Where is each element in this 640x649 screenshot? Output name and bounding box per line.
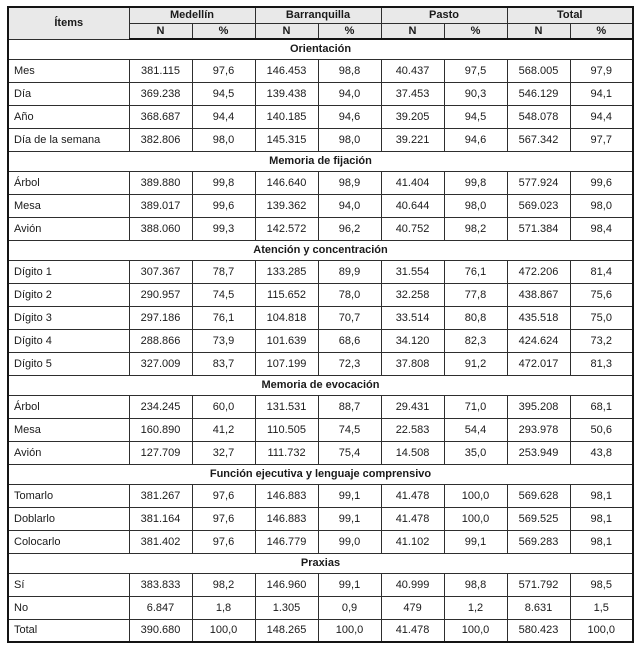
percent-value: 74,5 — [192, 283, 255, 306]
n-value: 569.283 — [507, 530, 570, 553]
n-value: 115.652 — [255, 283, 318, 306]
percent-value: 98,8 — [318, 59, 381, 82]
n-value: 389.880 — [129, 171, 192, 194]
item-label: Día de la semana — [8, 128, 129, 151]
n-value: 41.478 — [381, 507, 444, 530]
percent-value: 98,1 — [570, 484, 633, 507]
percent-value: 99,1 — [318, 573, 381, 596]
percent-value: 94,4 — [570, 105, 633, 128]
n-value: 111.732 — [255, 441, 318, 464]
percent-value: 99,6 — [570, 171, 633, 194]
n-value: 146.883 — [255, 507, 318, 530]
n-value: 29.431 — [381, 395, 444, 418]
table-row — [8, 329, 633, 352]
table-row — [8, 171, 633, 194]
section-row — [8, 151, 633, 171]
percent-value: 1,2 — [444, 596, 507, 619]
section-row — [8, 375, 633, 395]
section-title: Memoria de evocación — [8, 375, 633, 395]
n-value: 37.453 — [381, 82, 444, 105]
section-row — [8, 553, 633, 573]
percent-value: 99,8 — [444, 171, 507, 194]
statistics-table — [7, 6, 634, 643]
percent-value: 98,1 — [570, 530, 633, 553]
percent-value: 71,0 — [444, 395, 507, 418]
n-value: 253.949 — [507, 441, 570, 464]
n-value: 39.221 — [381, 128, 444, 151]
percent-value: 94,0 — [318, 194, 381, 217]
percent-value: 90,3 — [444, 82, 507, 105]
group-header-medellin: Medellín — [129, 7, 255, 23]
percent-value: 94,6 — [318, 105, 381, 128]
n-value: 327.009 — [129, 352, 192, 375]
n-value: 368.687 — [129, 105, 192, 128]
n-value: 395.208 — [507, 395, 570, 418]
n-value: 569.023 — [507, 194, 570, 217]
subheader-n: N — [129, 23, 192, 39]
n-value: 569.628 — [507, 484, 570, 507]
table-row — [8, 105, 633, 128]
item-label: Año — [8, 105, 129, 128]
n-value: 104.818 — [255, 306, 318, 329]
n-value: 140.185 — [255, 105, 318, 128]
n-value: 41.478 — [381, 619, 444, 642]
percent-value: 99,1 — [318, 484, 381, 507]
percent-value: 68,6 — [318, 329, 381, 352]
percent-value: 100,0 — [444, 484, 507, 507]
percent-value: 98,8 — [444, 573, 507, 596]
n-value: 479 — [381, 596, 444, 619]
percent-value: 77,8 — [444, 283, 507, 306]
item-label: Árbol — [8, 171, 129, 194]
percent-value: 75,4 — [318, 441, 381, 464]
n-value: 389.017 — [129, 194, 192, 217]
n-value: 146.883 — [255, 484, 318, 507]
table-row — [8, 82, 633, 105]
item-label: Tomarlo — [8, 484, 129, 507]
item-label: Doblarlo — [8, 507, 129, 530]
percent-value: 76,1 — [444, 260, 507, 283]
n-value: 577.924 — [507, 171, 570, 194]
percent-value: 76,1 — [192, 306, 255, 329]
item-label: Día — [8, 82, 129, 105]
n-value: 148.265 — [255, 619, 318, 642]
section-row — [8, 464, 633, 484]
n-value: 146.960 — [255, 573, 318, 596]
n-value: 571.384 — [507, 217, 570, 240]
percent-value: 60,0 — [192, 395, 255, 418]
n-value: 234.245 — [129, 395, 192, 418]
percent-value: 94,0 — [318, 82, 381, 105]
n-value: 101.639 — [255, 329, 318, 352]
percent-value: 97,5 — [444, 59, 507, 82]
percent-value: 32,7 — [192, 441, 255, 464]
subheader-percent: % — [318, 23, 381, 39]
subheader-percent: % — [570, 23, 633, 39]
percent-value: 70,7 — [318, 306, 381, 329]
n-value: 1.305 — [255, 596, 318, 619]
table-row — [8, 395, 633, 418]
n-value: 40.999 — [381, 573, 444, 596]
percent-value: 0,9 — [318, 596, 381, 619]
n-value: 40.752 — [381, 217, 444, 240]
item-label: Avión — [8, 441, 129, 464]
item-label: Árbol — [8, 395, 129, 418]
percent-value: 81,4 — [570, 260, 633, 283]
n-value: 381.115 — [129, 59, 192, 82]
section-title: Atención y concentración — [8, 240, 633, 260]
percent-value: 94,5 — [192, 82, 255, 105]
percent-value: 88,7 — [318, 395, 381, 418]
n-value: 133.285 — [255, 260, 318, 283]
n-value: 290.957 — [129, 283, 192, 306]
percent-value: 68,1 — [570, 395, 633, 418]
n-value: 41.404 — [381, 171, 444, 194]
percent-value: 83,7 — [192, 352, 255, 375]
table-row — [8, 306, 633, 329]
percent-value: 100,0 — [318, 619, 381, 642]
percent-value: 100,0 — [570, 619, 633, 642]
group-header-total: Total — [507, 7, 633, 23]
n-value: 40.644 — [381, 194, 444, 217]
percent-value: 73,2 — [570, 329, 633, 352]
subheader-n: N — [507, 23, 570, 39]
table-row — [8, 484, 633, 507]
group-header-barranquilla: Barranquilla — [255, 7, 381, 23]
n-value: 369.238 — [129, 82, 192, 105]
percent-value: 98,0 — [318, 128, 381, 151]
percent-value: 91,2 — [444, 352, 507, 375]
percent-value: 82,3 — [444, 329, 507, 352]
percent-value: 89,9 — [318, 260, 381, 283]
percent-value: 75,6 — [570, 283, 633, 306]
percent-value: 50,6 — [570, 418, 633, 441]
item-label: Sí — [8, 573, 129, 596]
percent-value: 98,2 — [444, 217, 507, 240]
item-label: Dígito 1 — [8, 260, 129, 283]
n-value: 569.525 — [507, 507, 570, 530]
section-title: Memoria de fijación — [8, 151, 633, 171]
n-value: 568.005 — [507, 59, 570, 82]
percent-value: 99,0 — [318, 530, 381, 553]
n-value: 131.531 — [255, 395, 318, 418]
table-row — [8, 619, 633, 642]
table-row — [8, 596, 633, 619]
section-title: Praxias — [8, 553, 633, 573]
n-value: 571.792 — [507, 573, 570, 596]
items-column-header: Ítems — [8, 7, 129, 39]
percent-value: 81,3 — [570, 352, 633, 375]
n-value: 548.078 — [507, 105, 570, 128]
n-value: 567.342 — [507, 128, 570, 151]
n-value: 381.267 — [129, 484, 192, 507]
percent-value: 96,2 — [318, 217, 381, 240]
percent-value: 1,5 — [570, 596, 633, 619]
n-value: 146.779 — [255, 530, 318, 553]
n-value: 546.129 — [507, 82, 570, 105]
percent-value: 100,0 — [444, 619, 507, 642]
table-row — [8, 194, 633, 217]
percent-value: 100,0 — [192, 619, 255, 642]
n-value: 139.438 — [255, 82, 318, 105]
percent-value: 98,4 — [570, 217, 633, 240]
table-row — [8, 128, 633, 151]
percent-value: 99,1 — [444, 530, 507, 553]
n-value: 33.514 — [381, 306, 444, 329]
n-value: 127.709 — [129, 441, 192, 464]
n-value: 39.205 — [381, 105, 444, 128]
n-value: 383.833 — [129, 573, 192, 596]
table-body — [8, 39, 633, 642]
percent-value: 98,2 — [192, 573, 255, 596]
percent-value: 94,1 — [570, 82, 633, 105]
percent-value: 100,0 — [444, 507, 507, 530]
n-value: 8.631 — [507, 596, 570, 619]
n-value: 37.808 — [381, 352, 444, 375]
subheader-percent: % — [444, 23, 507, 39]
n-value: 142.572 — [255, 217, 318, 240]
n-value: 14.508 — [381, 441, 444, 464]
n-value: 472.206 — [507, 260, 570, 283]
n-value: 31.554 — [381, 260, 444, 283]
n-value: 438.867 — [507, 283, 570, 306]
table-row — [8, 59, 633, 82]
n-value: 32.258 — [381, 283, 444, 306]
n-value: 381.164 — [129, 507, 192, 530]
item-label: Mes — [8, 59, 129, 82]
subheader-percent: % — [192, 23, 255, 39]
percent-value: 43,8 — [570, 441, 633, 464]
n-value: 435.518 — [507, 306, 570, 329]
percent-value: 98,5 — [570, 573, 633, 596]
percent-value: 97,6 — [192, 59, 255, 82]
n-value: 110.505 — [255, 418, 318, 441]
percent-value: 97,9 — [570, 59, 633, 82]
percent-value: 99,3 — [192, 217, 255, 240]
table-row — [8, 441, 633, 464]
n-value: 6.847 — [129, 596, 192, 619]
percent-value: 73,9 — [192, 329, 255, 352]
percent-value: 54,4 — [444, 418, 507, 441]
section-row — [8, 39, 633, 59]
table-row — [8, 283, 633, 306]
n-value: 41.102 — [381, 530, 444, 553]
item-label: Total — [8, 619, 129, 642]
percent-value: 98,0 — [444, 194, 507, 217]
percent-value: 97,6 — [192, 507, 255, 530]
n-value: 424.624 — [507, 329, 570, 352]
table-row — [8, 418, 633, 441]
percent-value: 78,7 — [192, 260, 255, 283]
n-value: 160.890 — [129, 418, 192, 441]
percent-value: 74,5 — [318, 418, 381, 441]
percent-value: 94,4 — [192, 105, 255, 128]
percent-value: 78,0 — [318, 283, 381, 306]
percent-value: 99,8 — [192, 171, 255, 194]
n-value: 139.362 — [255, 194, 318, 217]
n-value: 307.367 — [129, 260, 192, 283]
percent-value: 75,0 — [570, 306, 633, 329]
n-value: 146.640 — [255, 171, 318, 194]
section-row — [8, 240, 633, 260]
table-row — [8, 573, 633, 596]
n-value: 472.017 — [507, 352, 570, 375]
group-header-pasto: Pasto — [381, 7, 507, 23]
n-value: 381.402 — [129, 530, 192, 553]
n-value: 34.120 — [381, 329, 444, 352]
subheader-n: N — [255, 23, 318, 39]
n-value: 22.583 — [381, 418, 444, 441]
percent-value: 98,9 — [318, 171, 381, 194]
n-value: 382.806 — [129, 128, 192, 151]
percent-value: 41,2 — [192, 418, 255, 441]
percent-value: 97,7 — [570, 128, 633, 151]
item-label: Mesa — [8, 418, 129, 441]
item-label: Mesa — [8, 194, 129, 217]
section-title: Orientación — [8, 39, 633, 59]
item-label: Dígito 2 — [8, 283, 129, 306]
item-label: Avión — [8, 217, 129, 240]
item-label: Dígito 4 — [8, 329, 129, 352]
table-row — [8, 260, 633, 283]
table-row — [8, 217, 633, 240]
n-value: 297.186 — [129, 306, 192, 329]
n-value: 293.978 — [507, 418, 570, 441]
n-value: 40.437 — [381, 59, 444, 82]
table-row — [8, 352, 633, 375]
subheader-n: N — [381, 23, 444, 39]
item-label: Colocarlo — [8, 530, 129, 553]
n-value: 146.453 — [255, 59, 318, 82]
table-row — [8, 507, 633, 530]
percent-value: 1,8 — [192, 596, 255, 619]
section-title: Función ejecutiva y lenguaje comprensivo — [8, 464, 633, 484]
table-row — [8, 530, 633, 553]
n-value: 288.866 — [129, 329, 192, 352]
n-value: 107.199 — [255, 352, 318, 375]
percent-value: 97,6 — [192, 530, 255, 553]
percent-value: 94,5 — [444, 105, 507, 128]
n-value: 580.423 — [507, 619, 570, 642]
percent-value: 98,0 — [192, 128, 255, 151]
percent-value: 94,6 — [444, 128, 507, 151]
item-label: Dígito 5 — [8, 352, 129, 375]
percent-value: 72,3 — [318, 352, 381, 375]
percent-value: 98,0 — [570, 194, 633, 217]
percent-value: 99,1 — [318, 507, 381, 530]
percent-value: 97,6 — [192, 484, 255, 507]
n-value: 388.060 — [129, 217, 192, 240]
n-value: 390.680 — [129, 619, 192, 642]
item-label: No — [8, 596, 129, 619]
item-label: Dígito 3 — [8, 306, 129, 329]
group-header-row — [8, 7, 633, 23]
percent-value: 35,0 — [444, 441, 507, 464]
percent-value: 80,8 — [444, 306, 507, 329]
table-header — [8, 7, 633, 39]
n-value: 41.478 — [381, 484, 444, 507]
percent-value: 99,6 — [192, 194, 255, 217]
percent-value: 98,1 — [570, 507, 633, 530]
n-value: 145.315 — [255, 128, 318, 151]
